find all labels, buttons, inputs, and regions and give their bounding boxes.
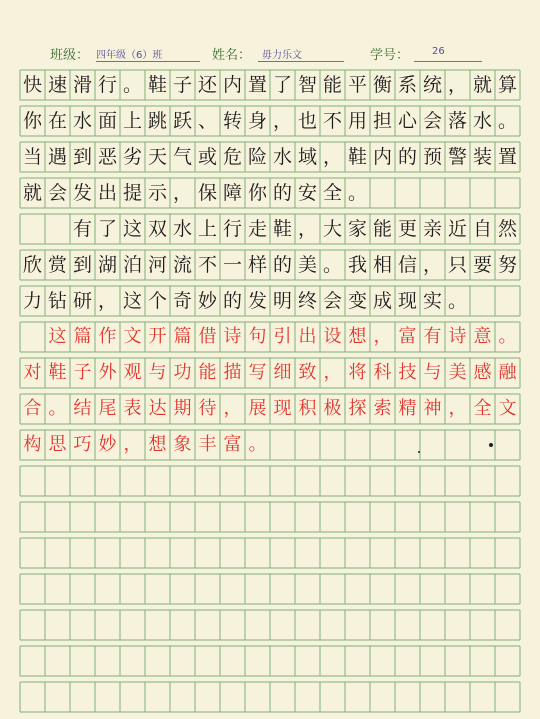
character: 意	[473, 326, 492, 347]
character: 置	[247, 74, 267, 96]
character: 一	[222, 254, 242, 276]
character: 会	[422, 110, 442, 132]
character: 险	[247, 146, 267, 168]
character: 发	[72, 182, 92, 204]
class-value: 四年级（6）班	[96, 50, 163, 61]
character: 文	[123, 326, 142, 347]
character: 。	[248, 434, 267, 455]
character: 水	[172, 218, 192, 240]
character: 技	[398, 362, 417, 383]
character: 句	[248, 326, 267, 347]
character: 象	[173, 434, 192, 455]
character: 诗	[223, 326, 242, 347]
character: 鞋	[347, 146, 367, 168]
character: 上	[122, 110, 142, 132]
character: 双	[147, 218, 167, 240]
character: 描	[223, 362, 242, 383]
character: 系	[397, 74, 417, 96]
character: 不	[322, 110, 342, 132]
character: 期	[173, 398, 192, 419]
character: 这	[122, 218, 142, 240]
character: 现	[397, 290, 417, 312]
character: 。	[347, 182, 367, 204]
character: 滑	[72, 74, 92, 96]
character: 对	[23, 362, 42, 383]
character: 。	[122, 74, 142, 96]
comment-line	[20, 319, 520, 355]
character: 。	[447, 290, 467, 312]
character: 预	[422, 146, 442, 168]
character: 到	[72, 254, 92, 276]
character: 你	[247, 182, 267, 204]
character: 妙	[98, 434, 117, 455]
character: 行	[97, 74, 117, 96]
character: 当	[22, 146, 42, 168]
character: 用	[347, 110, 367, 132]
character: 了	[97, 218, 117, 240]
character: 还	[197, 74, 217, 96]
essay-line	[20, 67, 520, 103]
character: 想	[148, 434, 167, 455]
character: 出	[298, 326, 317, 347]
character: 现	[273, 398, 292, 419]
character: 亲	[422, 218, 442, 240]
character: 妙	[197, 290, 217, 312]
character: 气	[172, 146, 192, 168]
character: 算	[497, 74, 517, 96]
character: 信	[397, 254, 417, 276]
character: 相	[372, 254, 392, 276]
ink-dot	[418, 451, 420, 453]
character: 子	[73, 362, 92, 383]
character: 展	[248, 398, 267, 419]
character: 面	[97, 110, 117, 132]
character: 富	[223, 434, 242, 455]
character: 与	[148, 362, 167, 383]
character: 水	[472, 110, 492, 132]
character: 融	[498, 362, 517, 383]
essay-line	[20, 139, 520, 175]
character: 努	[497, 254, 517, 276]
character	[20, 211, 45, 247]
character: 的	[272, 254, 292, 276]
character: 力	[22, 290, 42, 312]
character: 落	[447, 110, 467, 132]
character: ，	[272, 110, 292, 132]
character: 劣	[122, 146, 142, 168]
character: 合	[23, 398, 42, 419]
character: 篇	[173, 326, 192, 347]
character: 感	[473, 362, 492, 383]
character: 内	[372, 146, 392, 168]
character: 写	[248, 362, 267, 383]
character: 出	[97, 182, 117, 204]
character: 赏	[47, 254, 67, 276]
name-underline	[258, 61, 344, 62]
character: 在	[47, 110, 67, 132]
character: 诗	[448, 326, 467, 347]
character: 就	[472, 74, 492, 96]
character: 统	[422, 74, 442, 96]
character: 表	[123, 398, 142, 419]
character: 速	[47, 74, 67, 96]
character: 衡	[372, 74, 392, 96]
character: 明	[272, 290, 292, 312]
character: 观	[123, 362, 142, 383]
character: 泊	[122, 254, 142, 276]
character: 有	[72, 218, 92, 240]
character: 不	[197, 254, 217, 276]
character: 提	[122, 182, 142, 204]
character: 想	[348, 326, 367, 347]
character: 身	[247, 110, 267, 132]
character: 转	[222, 110, 242, 132]
character: 也	[297, 110, 317, 132]
character: 水	[272, 146, 292, 168]
character: 致	[298, 362, 317, 383]
character: 与	[423, 362, 442, 383]
character: 富	[398, 326, 417, 347]
character: 开	[148, 326, 167, 347]
id-value: 26	[432, 46, 445, 57]
character: 了	[272, 74, 292, 96]
character: 这	[122, 290, 142, 312]
character: ，	[223, 398, 242, 419]
character: 科	[373, 362, 392, 383]
character: 的	[222, 290, 242, 312]
essay-line	[20, 283, 520, 319]
character: 全	[322, 182, 342, 204]
character: 。	[48, 398, 67, 419]
character: 行	[222, 218, 242, 240]
character: 保	[197, 182, 217, 204]
character: 走	[247, 218, 267, 240]
character: 的	[272, 182, 292, 204]
character: 危	[222, 146, 242, 168]
character: 实	[422, 290, 442, 312]
character: 奇	[172, 290, 192, 312]
character: 尾	[98, 398, 117, 419]
character: 个	[147, 290, 167, 312]
character: 外	[98, 362, 117, 383]
character: 精	[398, 398, 417, 419]
character: 这	[48, 326, 67, 347]
character: 跃	[172, 110, 192, 132]
comment-line	[20, 355, 520, 391]
character: 然	[497, 218, 517, 240]
character: 示	[147, 182, 167, 204]
character: 心	[397, 110, 417, 132]
character: 自	[472, 218, 492, 240]
character: 流	[172, 254, 192, 276]
character: 发	[247, 290, 267, 312]
character: ，	[322, 146, 342, 168]
character: 障	[222, 182, 242, 204]
character: 警	[447, 146, 467, 168]
character: 能	[198, 362, 217, 383]
student-info-header	[0, 40, 540, 66]
character: 平	[347, 74, 367, 96]
character: 神	[423, 398, 442, 419]
character: 快	[22, 74, 42, 96]
character: 极	[323, 398, 342, 419]
character: 的	[397, 146, 417, 168]
character: 达	[148, 398, 167, 419]
class-underline	[96, 61, 200, 62]
character: 只	[447, 254, 467, 276]
character: 内	[222, 74, 242, 96]
character: ，	[373, 326, 392, 347]
character: 有	[423, 326, 442, 347]
character: ，	[172, 182, 192, 204]
character: 功	[173, 362, 192, 383]
character: ，	[323, 362, 342, 383]
character: ，	[422, 254, 442, 276]
character: 文	[498, 398, 517, 419]
character: 会	[47, 182, 67, 204]
character	[20, 319, 45, 355]
character: 智	[297, 74, 317, 96]
comment-line	[20, 391, 520, 427]
ink-dot	[489, 443, 493, 447]
character: 鞋	[147, 74, 167, 96]
character: 我	[347, 254, 367, 276]
character: 欣	[22, 254, 42, 276]
character: 更	[397, 218, 417, 240]
character: 到	[72, 146, 92, 168]
character: 河	[147, 254, 167, 276]
character: 近	[447, 218, 467, 240]
character: 作	[98, 326, 117, 347]
character: 天	[147, 146, 167, 168]
character: 会	[322, 290, 342, 312]
essay-line	[20, 103, 520, 139]
essay-line	[20, 175, 520, 211]
name-value: 毋力乐文	[262, 50, 302, 61]
character: ，	[97, 290, 117, 312]
character: 篇	[73, 326, 92, 347]
id-label: 学号：	[370, 48, 410, 63]
character: 将	[348, 362, 367, 383]
character: 大	[322, 218, 342, 240]
character: 样	[247, 254, 267, 276]
character: 置	[497, 146, 517, 168]
essay-line	[20, 211, 520, 247]
character: 湖	[97, 254, 117, 276]
character: 结	[73, 398, 92, 419]
character: 全	[473, 398, 492, 419]
character: 美	[297, 254, 317, 276]
character: 遇	[47, 146, 67, 168]
character: 鞋	[48, 362, 67, 383]
character: ，	[447, 74, 467, 96]
character: 装	[472, 146, 492, 168]
character: 钻	[47, 290, 67, 312]
character: 借	[198, 326, 217, 347]
character: 。	[498, 326, 517, 347]
character: 积	[298, 398, 317, 419]
name-label: 姓名：	[212, 48, 252, 63]
character: 跳	[147, 110, 167, 132]
character: 巧	[73, 434, 92, 455]
character: 子	[172, 74, 192, 96]
character: 安	[297, 182, 317, 204]
character: 成	[372, 290, 392, 312]
character: ，	[123, 434, 142, 455]
id-underline	[414, 61, 482, 62]
character: 能	[372, 218, 392, 240]
character: 担	[372, 110, 392, 132]
character: ，	[297, 218, 317, 240]
character: 鞋	[272, 218, 292, 240]
character: 。	[322, 254, 342, 276]
character: 丰	[198, 434, 217, 455]
comment-line	[20, 427, 520, 463]
character: 研	[72, 290, 92, 312]
class-label: 班级：	[50, 48, 90, 63]
character: 索	[373, 398, 392, 419]
character: 上	[197, 218, 217, 240]
character: 家	[347, 218, 367, 240]
character: 待	[198, 398, 217, 419]
character: 思	[48, 434, 67, 455]
character: 、	[197, 110, 217, 132]
character: 就	[22, 182, 42, 204]
character: 要	[472, 254, 492, 276]
character: 恶	[97, 146, 117, 168]
character: 你	[22, 110, 42, 132]
character: 域	[297, 146, 317, 168]
character	[45, 211, 70, 247]
essay-line	[20, 247, 520, 283]
character: 引	[273, 326, 292, 347]
character: ，	[448, 398, 467, 419]
character: 终	[297, 290, 317, 312]
character: 变	[347, 290, 367, 312]
character: 探	[348, 398, 367, 419]
character: 。	[497, 110, 517, 132]
character: 水	[72, 110, 92, 132]
character: 细	[273, 362, 292, 383]
character: 能	[322, 74, 342, 96]
character: 设	[323, 326, 342, 347]
character: 构	[23, 434, 42, 455]
character: 或	[197, 146, 217, 168]
character: 美	[448, 362, 467, 383]
